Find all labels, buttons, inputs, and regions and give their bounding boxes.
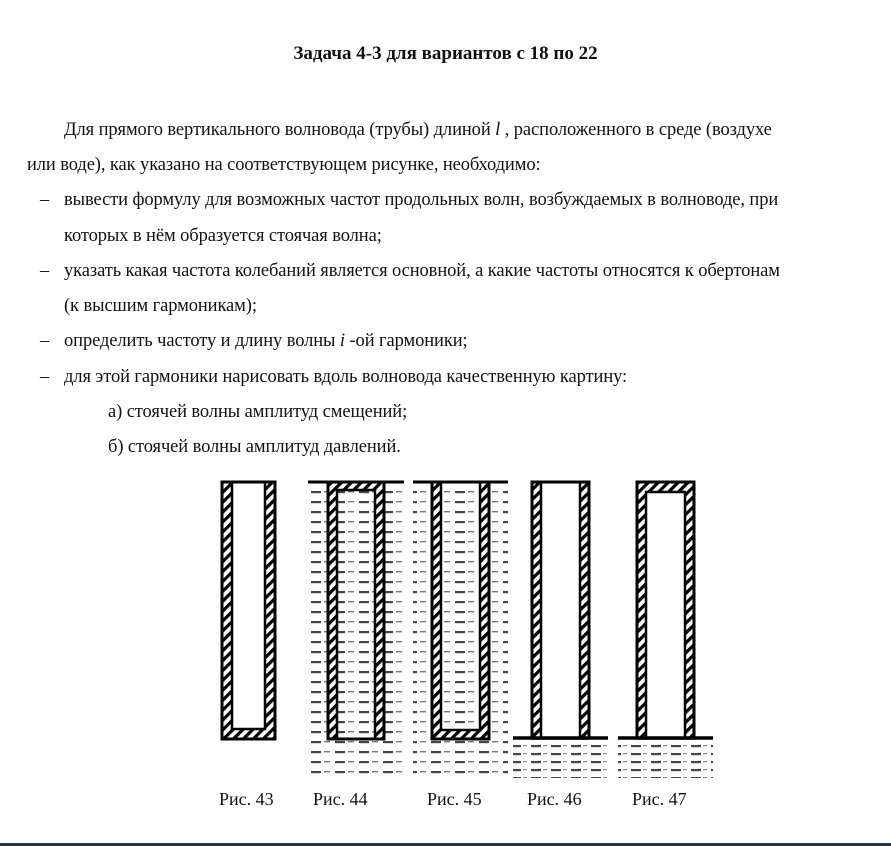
bullet-3-text-start: определить частоту и длину волны (64, 331, 340, 351)
figure-44-caption: Рис. 44 (313, 789, 368, 809)
intro-line-1 (64, 120, 772, 141)
figure-44-tube-in-water (308, 482, 404, 778)
sub-item-b: б) стоячей волны амплитуд давлений. (108, 437, 401, 457)
bullet-2-line-2: (к высшим гармоникам); (64, 296, 257, 316)
bullet-1-line-2: которых в нём образуется стоячая волна; (64, 226, 382, 246)
bullet-1-line-1: вывести формулу для возможных частот продольных волн, возбуждаемых в волноводе, при (64, 190, 779, 210)
figure-47-caption: Рис. 47 (632, 789, 687, 809)
figure-45-tube-in-water (413, 482, 508, 778)
intro-line-2: или воде), как указано на соответствующем рисунке, необходимо: (27, 155, 541, 175)
bullet-4-line-1: для этой гармоники нарисовать вдоль волновода качественную картину: (64, 367, 628, 387)
variable-i: i (339, 331, 345, 351)
figures-illustration (0, 470, 891, 790)
variable-l: l (495, 120, 501, 140)
bullet-3-line-1 (64, 331, 468, 352)
figure-45-caption: Рис. 45 (427, 789, 482, 809)
intro-text-start: Для прямого вертикального волновода (трубы) длиной (64, 120, 496, 140)
figure-43-tube (222, 482, 275, 739)
sub-item-a: а) стоячей волны амплитуд смещений; (108, 402, 408, 422)
bullet-2-line-1: указать какая частота колебаний является основной, а какие частоты относятся к обертонам (64, 261, 780, 281)
figure-46-caption: Рис. 46 (527, 789, 582, 809)
figure-46-tube-on-water (513, 482, 608, 778)
bullet-marker: – (40, 190, 50, 210)
intro-text-end: , расположенного в среде (воздухе (500, 120, 772, 140)
bullet-marker: – (40, 261, 50, 281)
figure-47-tube-on-water (618, 482, 713, 778)
bullet-marker: – (40, 367, 50, 387)
bullet-marker: – (40, 331, 50, 351)
figure-43-caption: Рис. 43 (219, 789, 274, 809)
task-title: Задача 4-3 для вариантов с 18 по 22 (293, 43, 598, 64)
bullet-3-text-end: -ой гармоники; (344, 331, 468, 351)
